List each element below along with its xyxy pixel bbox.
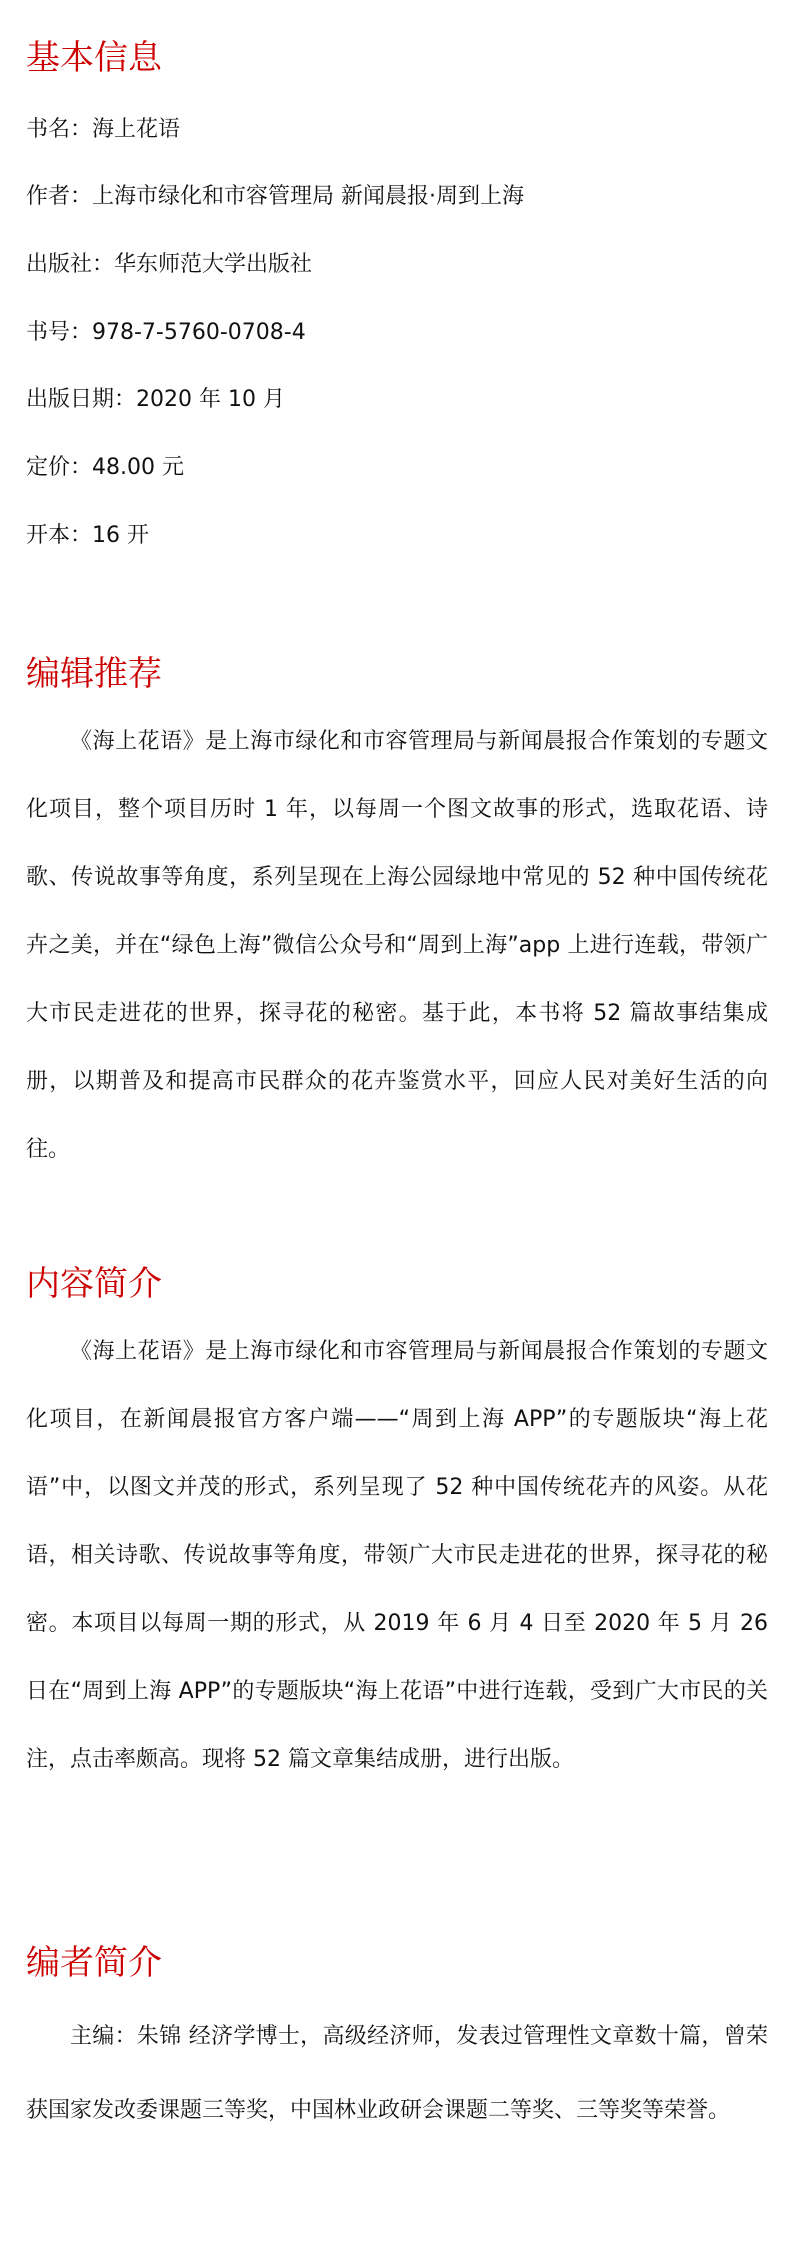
info-line-title: 书名：海上花语 (26, 117, 181, 142)
basic-info-heading: 基本信息 (26, 38, 162, 78)
info-line-authors: 作者：上海市绿化和市容管理局 新闻晨报·周到上海 (26, 184, 524, 209)
recommendation-paragraph: 《海上花语》是上海市绿化和市容管理局与新闻晨报合作策划的专题文化项目，整个项目历时 1 年，以每周一个图文故事的形式，选取花语、诗歌、传说故事等角度，系列呈现在上海公园绿地中常见的 52 种中国传统花卉之美，并在“绿色上海”微信公众号和“周到上海”app 上进行连载，带领广大市民走进花的世界，探寻花的秘密。基于此，本书将 52 篇故事结集成册，以期普及和提高市民群众的花卉鉴赏水平，回应人民对美好生活的向往。 (26, 729, 768, 1162)
summary-paragraph: 《海上花语》是上海市绿化和市容管理局与新闻晨报合作策划的专题文化项目，在新闻晨报官方客户端——“周到上海 APP”的专题版块“海上花语”中，以图文并茂的形式，系列呈现了 52 种中国传统花卉的风姿。从花语，相关诗歌、传说故事等角度，带领广大市民走进花的世界，探寻花的秘密。本项目以每周一期的形式，从 2019 年 6 月 4 日至 2020 年 5 月 26 日在“周到上海 APP”的专题版块“海上花语”中进行连载，受到广大市民的关注，点击率颇高。现将 52 篇文章集结成册，进行出版。 (26, 1339, 768, 1772)
info-line-isbn: 书号：978-7-5760-0708-4 (26, 320, 306, 345)
summary-heading: 内容简介 (26, 1264, 162, 1304)
info-line-publish-date: 出版日期：2020 年 10 月 (26, 387, 285, 412)
editor-heading: 编者简介 (26, 1943, 162, 1983)
editor-paragraph: 主编：朱锦 经济学博士，高级经济师，发表过管理性文章数十篇，曾荣获国家发改委课题三等奖，中国林业政研会课题二等奖、三等奖等荣誉。 (26, 2024, 768, 2123)
info-line-format: 开本：16 开 (26, 523, 149, 548)
recommendation-heading: 编辑推荐 (26, 654, 162, 694)
info-line-price: 定价：48.00 元 (26, 455, 184, 480)
info-line-publisher: 出版社：华东师范大学出版社 (26, 252, 313, 277)
